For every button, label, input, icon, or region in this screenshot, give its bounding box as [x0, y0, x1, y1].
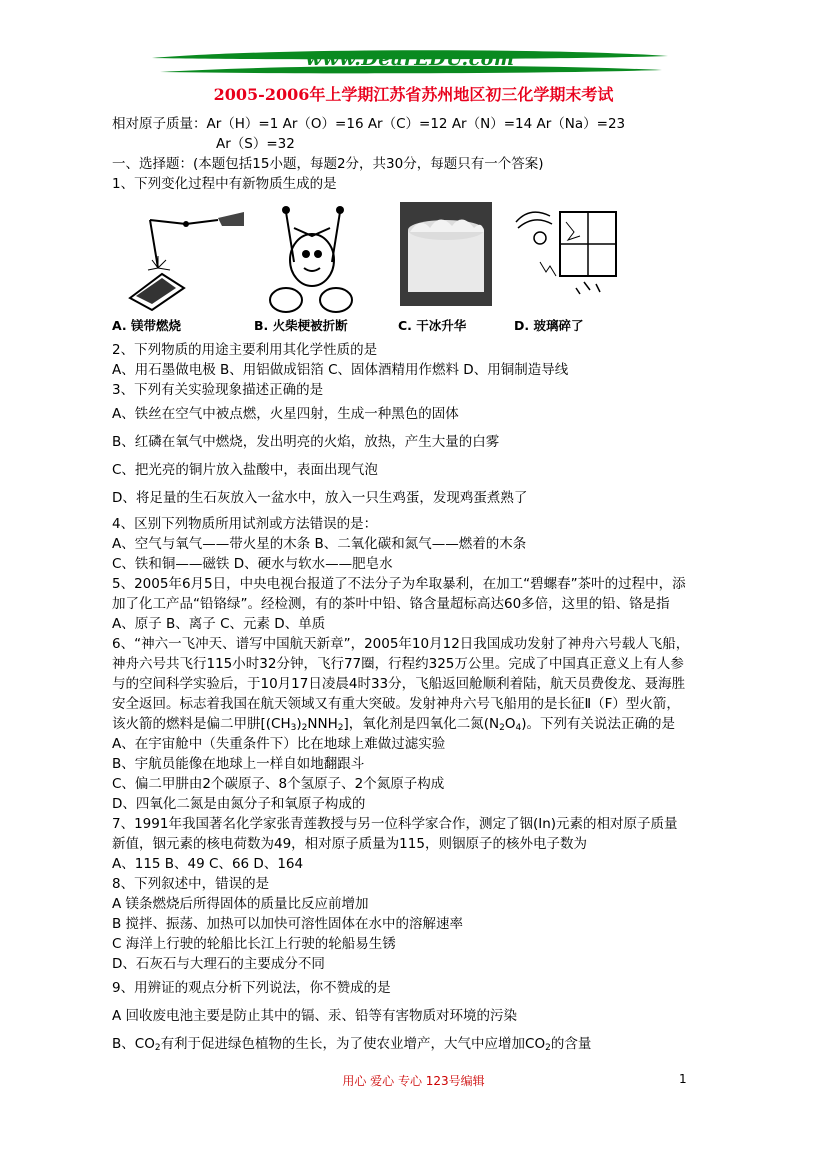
exam-content [112, 114, 712, 1058]
question-1-figures [112, 202, 712, 340]
question-1-stem: 1、下列变化过程中有新物质生成的是 [112, 176, 337, 192]
question-8-option-d: D、石灰石与大理石的主要成分不同 [112, 956, 325, 972]
exam-title: 2005-2006年上学期江苏省苏州地区初三化学期末考试 [213, 85, 614, 104]
question-3-option-d: D、将足量的生石灰放入一盆水中，放入一只生鸡蛋，发现鸡蛋煮熟了 [112, 490, 528, 506]
q6-formula-part-6: )。下列有关说法正确的是 [521, 716, 675, 732]
question-6-line-2: 神舟六号共飞行115小时32分钟，飞行77圈，行程约325万公里。完成了中国真正意义上有人参 [112, 656, 684, 672]
section-heading: 一、选择题：(本题包括15小题，每题2分，共30分，每题只有一个答案) [112, 156, 544, 172]
caption-b: B. 火柴梗被折断 [254, 318, 348, 333]
caption-a: A. 镁带燃烧 [112, 318, 182, 333]
atomic-masses-line-1: 相对原子质量：Ar（H）=1 Ar（O）=16 Ar（C）=12 Ar（N）=14 Ar（Na）=23 [112, 116, 626, 132]
question-4-options-ab: A、空气与氧气——带火星的木条 B、二氧化碳和氮气——燃着的木条 [112, 536, 527, 552]
question-8-option-c: C 海洋上行驶的轮船比长江上行驶的轮船易生锈 [112, 936, 396, 952]
question-9-stem: 9、用辨证的观点分析下列说法，你不赞成的是 [112, 980, 391, 996]
question-6-line-4: 安全返回。标志着我国在航天领域又有重大突破。发射神舟六号飞船用的是长征Ⅱ（F）型火箭， [112, 696, 680, 712]
caption-c: C. 干冰升华 [398, 318, 467, 333]
question-5-line-1: 5、2005年6月5日，中央电视台报道了不法分子为牟取暴利，在加工“碧螺春”茶叶的过程中，添 [112, 576, 686, 592]
q9-sub-a: 2 [154, 1043, 161, 1053]
question-4-options-cd: C、铁和铜——磁铁 D、硬水与软水——肥皂水 [112, 556, 393, 572]
question-2-stem: 2、下列物质的用途主要利用其化学性质的是 [112, 342, 378, 358]
cartoon-match-icon [264, 202, 364, 314]
q6-sub-2a: 2 [301, 723, 308, 733]
q6-sub-2b: 2 [337, 723, 344, 733]
question-9-option-a: A 回收废电池主要是防止其中的镉、汞、铅等有害物质对环境的污染 [112, 1008, 518, 1024]
question-3-option-b: B、红磷在氧气中燃烧，发出明亮的火焰，放热，产生大量的白雾 [112, 434, 500, 450]
question-3-option-c: C、把光亮的铜片放入盐酸中，表面出现气泡 [112, 462, 378, 478]
site-header [150, 46, 670, 76]
q9-b-part-1: B、CO [112, 1036, 155, 1052]
question-6-option-d: D、四氧化二氮是由氮分子和氧原子构成的 [112, 796, 366, 812]
q6-formula-part-1: 该火箭的燃料是偏二甲肼[(CH [112, 716, 291, 732]
q6-formula-part-3: NNH [307, 716, 338, 732]
q6-sub-4: 4 [515, 723, 522, 733]
q9-b-part-3: 的含量 [550, 1036, 592, 1052]
question-6-line-1: 6、“神六一飞冲天、谱写中国航天新章”，2005年10月12日我国成功发射了神舟六号载人飞船， [112, 636, 690, 652]
caption-d: D. 玻璃碎了 [514, 318, 584, 333]
question-6-option-b: B、宇航员能像在地球上一样自如地翻跟斗 [112, 756, 365, 772]
q9-sub-b: 2 [545, 1043, 551, 1053]
q6-formula-part-5: O [504, 716, 516, 732]
question-8-option-a: A 镁条燃烧后所得固体的质量比反应前增加 [112, 896, 369, 912]
figure-a-magnesium-burning [112, 202, 218, 340]
question-6-option-a: A、在宇宙舱中（失重条件下）比在地球上难做过滤实验 [112, 736, 446, 752]
q6-formula-part-4: ]，氧化剂是四氧化二氮(N [343, 716, 500, 732]
question-6-line-5 [112, 714, 712, 734]
q9-b-part-2: 有利于促进绿色植物的生长，为了使农业增产，大气中应增加CO [160, 1036, 546, 1052]
figure-b-match-broken [254, 202, 364, 340]
footer-text: 用心 爱心 专心 123号编辑 [342, 1074, 485, 1088]
question-2-options: A、用石墨做电极 B、用铝做成铝箔 C、固体酒精用作燃料 D、用铜制造导线 [112, 362, 569, 378]
question-3-stem: 3、下列有关实验现象描述正确的是 [112, 382, 324, 398]
q6-sub-3: 3 [290, 723, 297, 733]
atomic-masses-line-2: Ar（S）=32 [216, 136, 295, 152]
q6-formula-part-2: ) [296, 716, 302, 732]
question-6-option-c: C、偏二甲肼由2个碳原子、8个氢原子、2个氮原子构成 [112, 776, 445, 792]
question-7-line-2: 新值，铟元素的核电荷数为49，相对原子质量为115，则铟原子的核外电子数为 [112, 836, 587, 852]
question-5-line-2: 加了化工产品“铅铬绿”。经检测，有的茶叶中铅、铬含量超标高达60多倍，这里的铅、铬是指 [112, 596, 670, 612]
figure-c-dry-ice-sublimation [400, 202, 500, 340]
question-9-option-b [112, 1030, 712, 1058]
figure-d-glass-broken [510, 202, 610, 340]
question-7-options: A、115 B、49 C、66 D、164 [112, 856, 304, 872]
question-3-option-a: A、铁丝在空气中被点燃，火星四射，生成一种黑色的固体 [112, 406, 459, 422]
page-number: 1 [679, 1072, 687, 1086]
tongs-burning-ribbon-icon [118, 202, 248, 314]
broken-window-icon [510, 202, 620, 314]
q6-sub-2c: 2 [499, 723, 505, 733]
site-url[interactable]: www.DearEDU.com [305, 48, 515, 70]
question-7-line-1: 7、1991年我国著名化学家张青莲教授与另一位科学家合作，测定了铟(In)元素的相对原子质量 [112, 816, 678, 832]
question-6-line-3: 与的空间科学实验后，于10月17日凌晨4时33分，飞船返回舱顺利着陆，航天员费俊龙、聂海胜 [112, 676, 686, 692]
question-8-stem: 8、下列叙述中，错误的是 [112, 876, 270, 892]
question-8-option-b: B 搅拌、振荡、加热可以加快可溶性固体在水中的溶解速率 [112, 916, 464, 932]
dry-ice-photo-icon [400, 202, 492, 314]
question-5-options: A、原子 B、离子 C、元素 D、单质 [112, 616, 326, 632]
question-4-stem: 4、区别下列物质所用试剂或方法错误的是： [112, 516, 378, 532]
